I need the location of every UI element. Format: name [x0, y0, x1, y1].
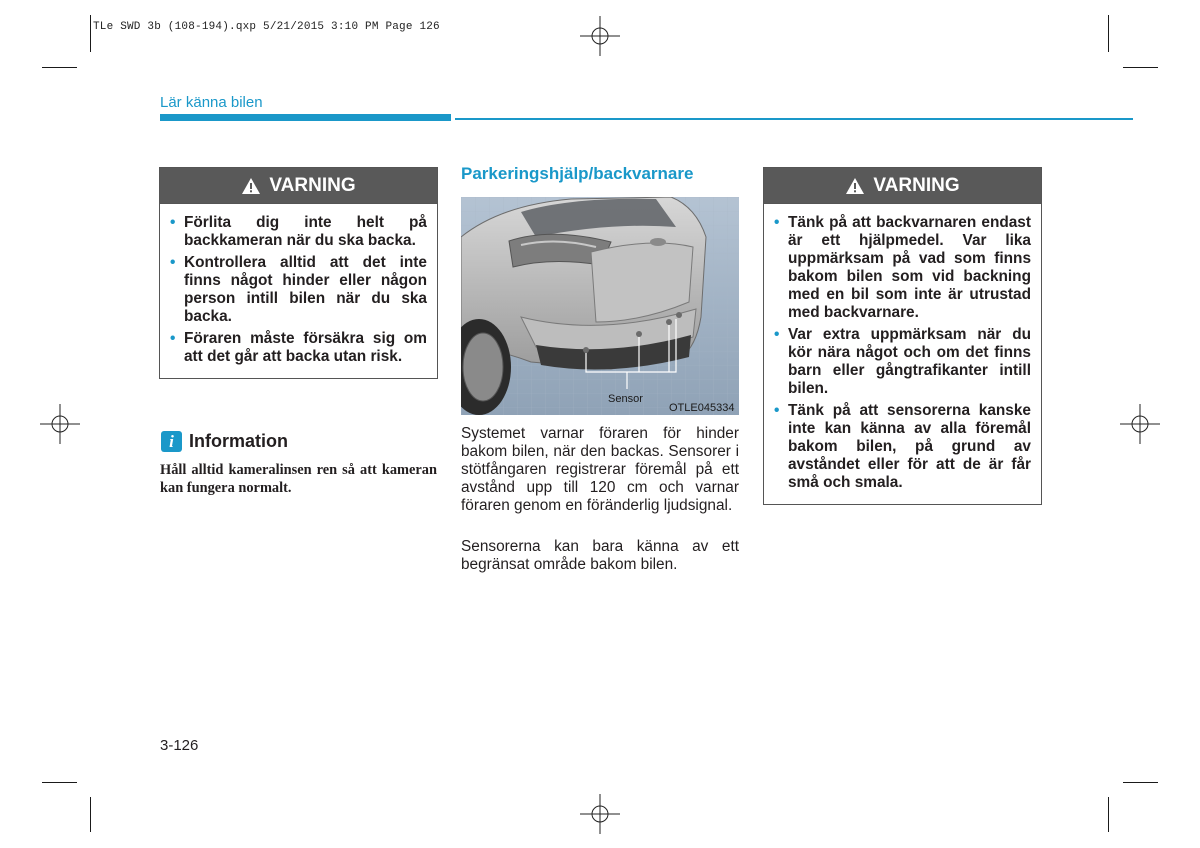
- warning-header: [160, 168, 437, 204]
- section-rule-thick: [160, 114, 451, 121]
- warning-list: [160, 204, 437, 378]
- information-text: Håll alltid kameralinsen ren så att kameran kan fungera normalt.: [160, 462, 437, 496]
- warning-list: [764, 204, 1041, 504]
- list-item: • Var extra uppmärksam när du kör nära något och om det finns barn eller gångtrafikanter intill bilen.: [774, 326, 1031, 397]
- page-number: 3-126: [160, 737, 199, 754]
- information-title: Information: [189, 431, 288, 451]
- warning-triangle-icon: [241, 177, 261, 195]
- info-icon: i: [161, 431, 182, 452]
- warning-header: [764, 168, 1041, 204]
- warning-title: VARNING: [269, 174, 356, 196]
- parking-heading: Parkeringshjälp/backvarnare: [461, 164, 694, 183]
- registration-mark-icon: [1120, 404, 1160, 444]
- parking-paragraph: Sensorerna kan bara känna av ett begränsat område bakom bilen.: [461, 538, 739, 573]
- parking-paragraph: Systemet varnar föraren för hinder bakom bilen, när den backas. Sensorer i stötfångaren registrerar föremål på ett avstånd upp till 120 cm och varnar föraren genom en föränderlig ljudsignal.: [461, 425, 739, 514]
- registration-mark-icon: [580, 16, 620, 56]
- information-header: [161, 431, 288, 452]
- list-item: • Tänk på att sensorerna kanske inte kan känna av alla föremål bakom bilen, på grund av avståndet eller för att de är får små och smala.: [774, 402, 1031, 491]
- image-code: OTLE045334: [669, 402, 735, 414]
- car-rear-image: [461, 197, 739, 415]
- list-item: • Kontrollera alltid att det inte finns något hinder eller någon person intill bilen när du ska backa.: [170, 254, 427, 325]
- printer-slug: TLe SWD 3b (108-194).qxp 5/21/2015 3:10 PM Page 126: [93, 21, 440, 33]
- warning-box-right: [763, 167, 1042, 505]
- list-item: • Föraren måste försäkra sig om att det går att backa utan risk.: [170, 330, 427, 365]
- section-title: Lär känna bilen: [160, 94, 263, 111]
- warning-triangle-icon: [845, 177, 865, 195]
- warning-title: VARNING: [873, 174, 960, 196]
- registration-mark-icon: [580, 794, 620, 834]
- sensor-label: Sensor: [608, 393, 643, 405]
- list-item: • Tänk på att backvarnaren endast är ett hjälpmedel. Var lika uppmärksam på vad som finns bakom bilen som vid backning med en bil som inte är utrustad med backvarnare.: [774, 214, 1031, 321]
- section-rule-thin: [455, 118, 1133, 120]
- list-item: • Förlita dig inte helt på backkameran när du ska backa.: [170, 214, 427, 249]
- warning-box-left: [159, 167, 438, 379]
- registration-mark-icon: [40, 404, 80, 444]
